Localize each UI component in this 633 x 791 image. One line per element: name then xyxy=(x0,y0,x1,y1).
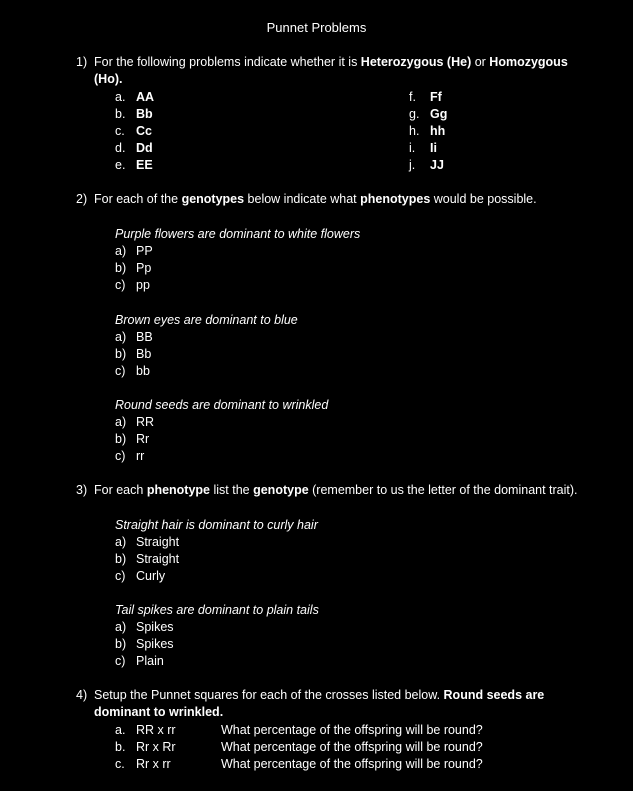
question-1-right-list xyxy=(409,89,447,174)
list-item: a) RR xyxy=(115,415,155,429)
group-heading: Brown eyes are dominant to blue xyxy=(115,313,298,327)
question-2-group-eyes xyxy=(115,312,298,380)
list-item: j. JJ xyxy=(409,158,444,172)
list-item: h. hh xyxy=(409,124,446,138)
list-item: b. Bb xyxy=(115,107,153,121)
question-4-crosses xyxy=(115,722,176,773)
list-item: b. Rr x Rr xyxy=(115,740,176,754)
question-2-text: For each of the genotypes below indicate what phenotypes would be possible. xyxy=(94,192,537,206)
question-1-left-list xyxy=(115,89,154,174)
question-4-number: 4) xyxy=(76,688,88,702)
percentage-question: What percentage of the offspring will be round? xyxy=(221,740,483,754)
list-item: c) Curly xyxy=(115,569,166,583)
list-item: c) rr xyxy=(115,449,145,463)
question-4-text-cont: dominant to wrinkled. xyxy=(94,705,224,719)
question-3-text: For each phenotype list the genotype (remember to us the letter of the dominant trait). xyxy=(94,483,578,497)
group-heading: Straight hair is dominant to curly hair xyxy=(115,518,318,532)
question-3-group-hair xyxy=(115,517,318,585)
percentage-question: What percentage of the offspring will be round? xyxy=(221,723,483,737)
list-item: b) Bb xyxy=(115,347,152,361)
list-item: a) BB xyxy=(115,330,153,344)
list-item: b) Rr xyxy=(115,432,150,446)
list-item: g. Gg xyxy=(409,107,448,121)
list-item: b) Straight xyxy=(115,552,180,566)
page-title: Punnet Problems xyxy=(266,20,367,35)
group-heading: Round seeds are dominant to wrinkled xyxy=(115,398,329,412)
list-item: a) Spikes xyxy=(115,620,174,634)
question-3-group-tail xyxy=(115,602,319,670)
list-item: b) Pp xyxy=(115,261,152,275)
question-1-number: 1) xyxy=(76,55,88,69)
list-item: b) Spikes xyxy=(115,637,174,651)
question-2-group-seeds xyxy=(115,397,328,465)
list-item: d. Dd xyxy=(115,141,153,155)
list-item: c. Cc xyxy=(115,124,152,138)
percentage-question: What percentage of the offspring will be round? xyxy=(221,757,483,771)
list-item: c) pp xyxy=(115,278,150,292)
list-item: c. Rr x rr xyxy=(115,757,171,771)
question-4-text: Setup the Punnet squares for each of the crosses listed below. Round seeds are xyxy=(94,688,545,702)
list-item: a) Straight xyxy=(115,535,180,549)
question-3-number: 3) xyxy=(76,483,88,497)
question-1-text-cont: (Ho). xyxy=(94,72,123,86)
list-item: c) bb xyxy=(115,364,150,378)
group-heading: Purple flowers are dominant to white flowers xyxy=(115,227,361,241)
question-2-group-purple xyxy=(115,226,360,294)
list-item: c) Plain xyxy=(115,654,164,668)
question-2-number: 2) xyxy=(76,192,88,206)
list-item: e. EE xyxy=(115,158,153,172)
question-1-text: For the following problems indicate whether it is Heterozygous (He) or Homozygous xyxy=(94,55,568,69)
list-item: a. AA xyxy=(115,90,155,104)
list-item: i. Ii xyxy=(409,141,437,155)
group-heading: Tail spikes are dominant to plain tails xyxy=(115,603,319,617)
list-item: a) PP xyxy=(115,244,153,258)
list-item: f. Ff xyxy=(409,90,442,104)
list-item: a. RR x rr xyxy=(115,723,176,737)
question-4-percentage-questions xyxy=(221,722,483,773)
